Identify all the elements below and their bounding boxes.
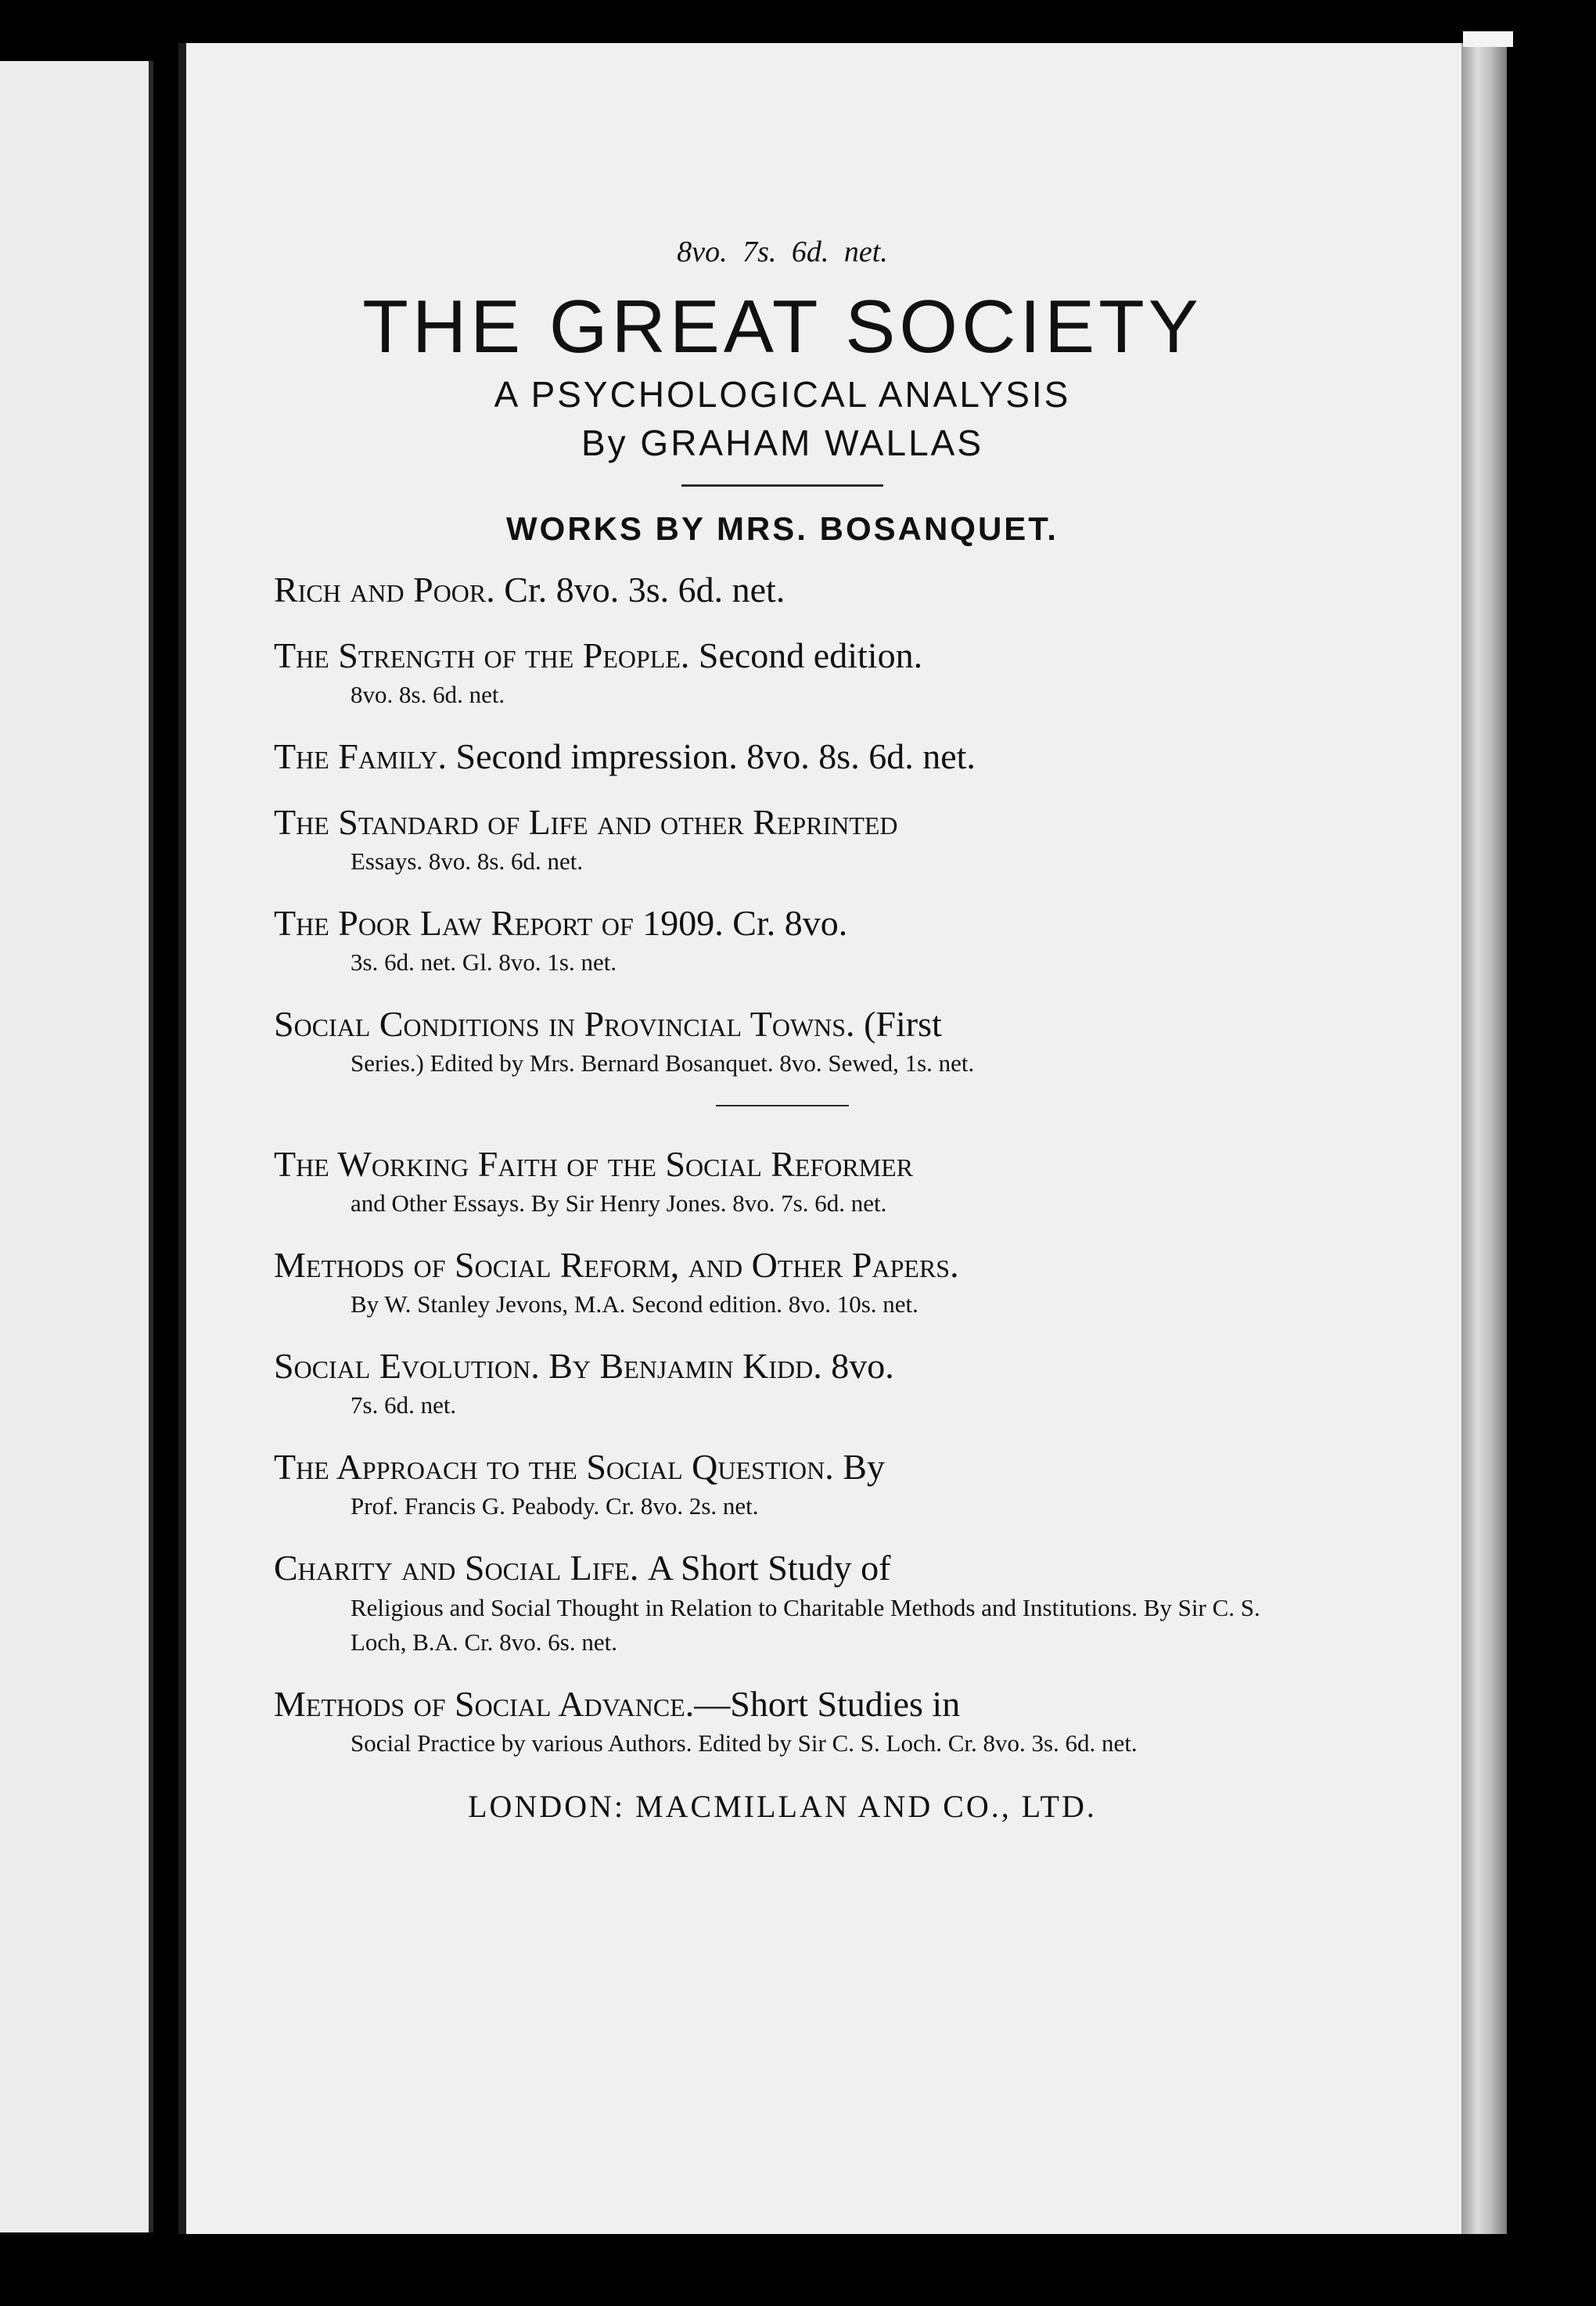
list-item — [274, 1243, 1291, 1322]
entry-subline: 3s. 6d. net. Gl. 8vo. 1s. net. — [350, 948, 617, 977]
list-item — [274, 735, 1291, 779]
entry-title: Social Evolution. By Benjamin Kidd. — [274, 1346, 822, 1387]
entry-title: Social Conditions in Provincial Towns. — [274, 1004, 855, 1045]
entry-details: By — [843, 1447, 885, 1488]
list-item — [274, 1445, 1291, 1524]
bosanquet-works-list — [274, 568, 1291, 1081]
entry-details: (First — [864, 1004, 942, 1045]
advertisement-content — [274, 235, 1291, 1825]
entry-title: The Strength of the People. — [274, 635, 690, 675]
divider — [716, 1105, 849, 1106]
entry-subline: Series.) Edited by Mrs. Bernard Bosanquet. 8vo. Sewed, 1s. net. — [350, 1049, 975, 1077]
entry-subline: and Other Essays. By Sir Henry Jones. 8vo. 7s. 6d. net. — [350, 1189, 887, 1218]
section-heading: WORKS BY MRS. BOSANQUET. — [506, 509, 1059, 547]
entry-title: Rich and Poor. — [274, 569, 495, 610]
page-binding-edge — [1461, 43, 1507, 2234]
entry-subline: Religious and Social Thought in Relation to Charitable Methods and Institutions. By Sir C. S. Loch, B.A. Cr. 8vo. 6s. net. — [350, 1593, 1260, 1657]
list-item — [274, 901, 1291, 980]
entry-subline: Social Practice by various Authors. Edited by Sir C. S. Loch. Cr. 8vo. 3s. 6d. net. — [350, 1729, 1138, 1757]
list-item — [274, 1546, 1291, 1660]
entry-details: Second impression. 8vo. 8s. 6d. net. — [455, 736, 976, 776]
book-title: THE GREAT SOCIETY — [362, 285, 1202, 369]
entry-title: The Approach to the Social Question. — [274, 1447, 834, 1488]
entry-details: A Short Study of — [647, 1548, 891, 1588]
entry-title: The Working Faith of the Social Reformer — [274, 1144, 914, 1185]
adjacent-page-edge — [0, 61, 153, 2232]
list-item — [274, 1002, 1291, 1081]
page-corner — [1463, 31, 1513, 47]
entry-title: The Poor Law Report of 1909. — [274, 903, 724, 944]
publisher-imprint: LONDON: MACMILLAN AND CO., LTD. — [468, 1789, 1097, 1825]
entry-details: Second edition. — [698, 635, 923, 675]
entry-details: 8vo. — [831, 1346, 894, 1387]
divider — [681, 484, 883, 487]
entry-subline: 7s. 6d. net. — [350, 1391, 457, 1419]
entry-details: —Short Studies in — [694, 1684, 961, 1725]
list-item — [274, 1344, 1291, 1423]
list-item — [274, 800, 1291, 880]
entry-details: Cr. 8vo. 3s. 6d. net. — [504, 569, 785, 610]
list-item — [274, 1682, 1291, 1761]
entry-title: Methods of Social Advance. — [274, 1684, 695, 1725]
entry-subline: Prof. Francis G. Peabody. Cr. 8vo. 2s. net. — [350, 1492, 759, 1520]
entry-title: The Family. — [274, 736, 448, 776]
author-line: By GRAHAM WALLAS — [581, 422, 984, 463]
entry-details: Cr. 8vo. — [732, 903, 848, 944]
price-line: 8vo. 7s. 6d. net. — [677, 236, 888, 268]
list-item — [274, 568, 1291, 612]
book-subtitle: A PSYCHOLOGICAL ANALYSIS — [494, 373, 1071, 415]
entry-title: Methods of Social Reform, and Other Papers. — [274, 1245, 959, 1286]
list-item — [274, 634, 1291, 713]
entry-title: Charity and Social Life. — [274, 1548, 639, 1588]
entry-subline: By W. Stanley Jevons, M.A. Second edition. 8vo. 10s. net. — [350, 1290, 918, 1318]
entry-subline: 8vo. 8s. 6d. net. — [350, 681, 505, 709]
other-works-list — [274, 1142, 1291, 1761]
entry-title: The Standard of Life and other Reprinted — [274, 802, 898, 843]
entry-subline: Essays. 8vo. 8s. 6d. net. — [350, 847, 584, 876]
list-item — [274, 1142, 1291, 1221]
